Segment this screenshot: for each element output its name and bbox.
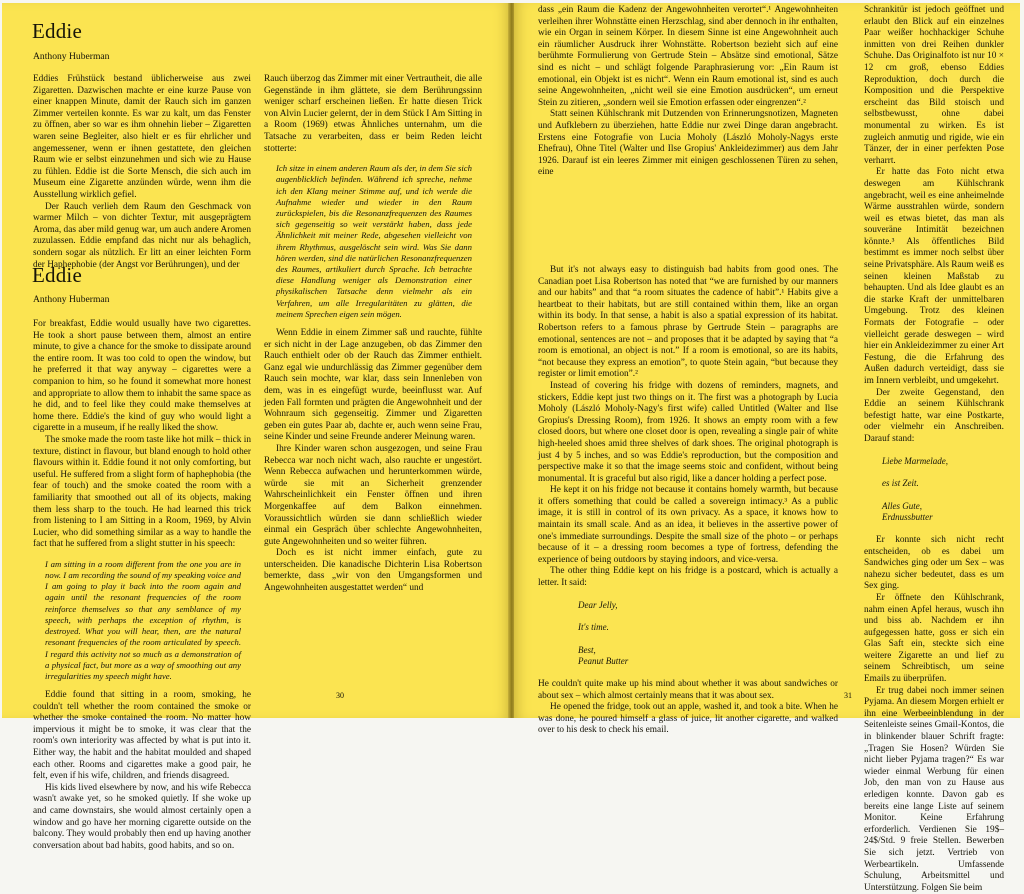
english-column bbox=[538, 265, 838, 737]
german-paragraph: Eddies Frühstück bestand üblicherweise aus zwei Zigaretten. Dazwischen machte er eine kurze Pause von einer knappen Minute, damit der Rauch sich im ganzen Zimmer verteilen konnte. Es war zu kalt, um das Fenster zu öffnen, aber so war es ihm ohnehin lieber – Zigaretten waren seine Begleiter, also hielt er es für ehrlicher und angemessener, wenn er ihnen gestattete, den gleichen Raum wie er selbst einzunehmen und sich wie zu Hause zu fühlen. Eddie ist die Sorte Mensch, die sich auch im Museum eine Zigarette anzünden würde, wenn ihm die Ausstellung wirklich gefiel. bbox=[33, 74, 251, 200]
english-paragraph: He couldn't quite make up his mind about whether it was about sandwiches or about sex – which almost certainly means that it was about sex. bbox=[538, 679, 838, 701]
postcard-line: Dear Jelly, bbox=[578, 599, 618, 610]
german-paragraph: dass „ein Raum die Kadenz der Angewohnheiten verortet“.¹ Angewohnheiten verleihen ihrer Wohnstätte einen Herzschlag, sind aber dennoch in ihr enthalten, wie ein Organ in seinem Körper. In diesem Sinne ist eine Angewohnheit auch ein räumlicher Ausdruck ihrer Wohnstätte. Robertson bezieht sich auf eine berühmte Formulierung von Gertrude Stein – Absätze sind emotional, Sätze sind es nicht – und schlägt folgende Paraphrasierung vor: „Ein Raum ist emotional, ein Objekt ist es nicht“. Wenn ein Raum emotional ist, sind es auch seine Angewohnheiten, „nicht weil sie eine Emotion ausdrücken“, um erneut Stein zu zitieren, „sondern weil sie Emotion erfassen oder eingrenzen“.² bbox=[538, 5, 838, 108]
english-title: Eddie bbox=[32, 263, 82, 287]
english-paragraph: His kids lived elsewhere by now, and his wife Rebecca wasn't awake yet, so he smoked quietly. If she woke up and came downstairs, she would almost certainly open a window and go have her morning cigarette outside on the balcony. They would probably then end up having another conversation about bad habits, good habits, and so on. bbox=[33, 782, 251, 851]
english-paragraph: Instead of covering his fridge with dozens of reminders, magnets, and stickers, Eddie kept just two things on it. The first was a photograph by Lucia Moholy (László Moholy-Nagy's first wife) called Untitled (Walter and Ilse Gropius's Dressing Room), from 1926. It shows an empty room with a few closed doors, but where one closet door is open, revealing a single pair of white high-heeled shoes amid three shelves of dark shoes. The original photograph is just 4 by 5 inches, and so was Eddie's reproduction, but the composition and perspective make it so that the image seems stoic and confident, without being monumental. It is graceful but also rigid, like a dancer holding a perfect pose. bbox=[538, 380, 838, 484]
postcard-line: Best, Peanut Butter bbox=[578, 644, 629, 667]
german-paragraph: Der Rauch verlieh dem Raum den Geschmack von warmer Milch – von dichter Textur, mit ausgeprägtem Aroma, das aber mild genug war, um auch andere Aromen zuzulassen. Eddie empfand das nicht nur als behaglich, sondern sogar als nützlich. Er litt an einer leichten Form der Haphephobie (der Angst vor Berührungen), und der bbox=[33, 201, 251, 270]
german-author: Anthony Huberman bbox=[33, 51, 110, 62]
german-paragraph: Ihre Kinder waren schon ausgezogen, und seine Frau Rebecca war noch nicht wach, also rauchte er ungestört. Wenn Rebecca aufwachen und herunterkommen würde, würde sie mit an Sicherheit grenzender Wahrscheinlichkeit ein Fenster öffnen und ihren Morgenkaffee auf dem Balkon einnehmen. Voraussichtlich würden sie dann schließlich wieder einmal ein Gespräch über schlechte Angewohnheiten, gute Angewohnheiten und so weiter führen. bbox=[264, 443, 482, 547]
german-paragraph: Er konnte sich nicht recht entscheiden, ob es dabei um Sandwiches ging oder um Sex – was nahezu sicher bedeutet, dass es um Sex ging. bbox=[864, 534, 1004, 592]
english-column bbox=[33, 319, 251, 852]
english-paragraph: The smoke made the room taste like hot milk – thick in texture, distinct in flavour, but bland enough to hold other flavours within it. Eddie found it not only comforting, but useful. He suffered from a slight form of haphephobia (the fear of touch) and the smoke coated the room with a familiarity that smoothed out all of its objects, making them less sharp to the touch. He had learned this trick from listening to I am Sitting in a Room, 1969, by Alvin Lucier, who did something similar as a way to handle the fact that he suffered from a slight stutter in his speech: bbox=[33, 434, 251, 550]
english-quote: I am sitting in a room different from the one you are in now. I am recording the sound of my speaking voice and I am going to play it back into the room again and again until the resonant frequencies of the room reinforce themselves so that any semblance of my speech, with perhaps the exception of rhythm, is destroyed. What you will hear, then, are the natural resonant frequencies of the room articulated by speech. I regard this activity not so much as a demonstration of a physical fact, but more as a way of smoothing out any irregularities my speech might have. bbox=[45, 558, 241, 681]
german-column-1 bbox=[33, 74, 251, 271]
left-page bbox=[2, 3, 510, 851]
german-paragraph: Statt seinen Kühlschrank mit Dutzenden von Erinnerungsnotizen, Magneten und Aufklebern zu überziehen, hatte Eddie nur zwei Dinge daran angebracht. Erstens eine Fotografie von Lucia Moholy (László Moholy-Nagys erste Ehefrau), Ohne Titel (Walter und Ilse Gropius' Ankleidezimmer) aus dem Jahr 1926. Darauf ist ein leeres Zimmer mit einigen geschlossenen Türen zu sehen, eine bbox=[538, 109, 838, 178]
german-column-2 bbox=[264, 74, 482, 595]
german-paragraph: Doch es ist nicht immer einfach, gute zu unterscheiden. Die kanadische Dichterin Lisa Robertson bemerkte, dass „wir von den Umgangsformen und Angewohnheiten ausgestattet werden“ und bbox=[264, 548, 482, 594]
english-paragraph: He opened the fridge, took out an apple, washed it, and took a bite. When he was done, he poured himself a glass of juice, lit another cigarette, and walked over to his desk to check his email. bbox=[538, 702, 838, 736]
german-paragraph: Er trug dabei noch immer seinen Pyjama. An diesem Morgen erhielt er ihn eine Werbeeinblendung in der Seitenleiste seines Gmail-Kontos, die in blinkender blauer Schrift fragte: „Tragen Sie Hosen? Würden Sie nicht lieber Pyjama tragen?“ Es war wieder einmal Werbung für einen Job, den man von zu Hause aus erledigen konnte. Davon gab es bereits eine lange Liste auf seinem Monitor. Keine Erfahrung erforderlich. Verdienen Sie 19$–24$/Std. 9 freie Stellen. Bewerben Sie sich jetzt. Vertrieb von Werbeartikeln. Umfassende Schulung, Arbeitsmittel und Unterstützung. Folgen Sie beim bbox=[864, 685, 1004, 893]
german-column-2 bbox=[864, 5, 1004, 894]
postcard-line: Alles Gute, Erdnussbutter bbox=[882, 500, 933, 523]
right-page bbox=[514, 3, 1020, 893]
german-paragraph: Rauch überzog das Zimmer mit einer Vertrautheit, die alle Gegenstände in ihm glättete, sie dem Berührungssinn weniger scharf erscheinen ließen. Er hatte diesen Trick von Alvin Lucier gelernt, der in dem Stück I Am Sitting in a Room (1969) etwas Ähnliches unternahm, um die Tatsache zu verarbeiten, dass er beim Reden leicht stotterte: bbox=[264, 74, 482, 154]
postcard-line: es ist Zeit. bbox=[882, 478, 919, 489]
german-paragraph: Schrankitür ist jedoch geöffnet und erlaubt den Blick auf ein einzelnes Paar weißer hochhackiger Schuhe inmitten von drei Reihen dunkler Schuhe. Das Originalfoto ist nur 10 × 12 cm groß, ebenso Eddies Reproduktion, doch durch die Komposition und die Perspektive erscheint das Bild stoisch und selbstbewusst, ohne dabei monumental zu wirken. Es ist zugleich anmutig und rigide, wie ein Tänzer, der in einer perfekten Pose verharrt. bbox=[864, 5, 1004, 166]
postcard-line: It's time. bbox=[578, 622, 609, 633]
english-paragraph: He kept it on his fridge not because it contains homely warmth, but because it offers something that could be called a sovereign intimacy.³ As a public image, it is still in control of its own privacy. As a space, it knows how to maintain its small scale. And as an idea, it believes in the assertive power of one's immediate surroundings. Despite the small size of the photo – or perhaps because of it – a dressing room becomes a type of fortress, defending the experience of being outdoors by staying indoors, and vice-versa. bbox=[538, 485, 838, 565]
english-paragraph: But it's not always easy to distinguish bad habits from good ones. The Canadian poet Lisa Robertson has noted that “we are furnished by our manners and our habits” and that “a room situates the cadence of habit”.¹ Habits give a heartbeat to their habitats, but are still contained within them, like an organ within its body. In that sense, a habit is also a spatial expression of its habitat. Robertson refers to a famous phrase by Gertrude Stein – paragraphs are emotional, sentences are not – and proposes that it be adapted by saying that “a room is emotional, an object is not.” If a room is emotional, so are its habits, “not because they express an emotion”, to quote Stein again, “but because they register or limit emotion”.² bbox=[538, 265, 838, 380]
english-paragraph: The other thing Eddie kept on his fridge is a postcard, which is actually a letter. It said: bbox=[538, 566, 838, 589]
german-paragraph: Der zweite Gegenstand, den Eddie an seinem Kühlschrank befestigt hatte, war eine Postkarte, oder vielmehr ein Anschreiben. Darauf stand: bbox=[864, 387, 1004, 444]
english-paragraph: Eddie found that sitting in a room, smoking, he couldn't tell whether the room contained the smoke or whether the smoke contained the room. No matter how impervious it might be to smoke, it was clear that the room's own interiority was affected by what is put into it. Either way, the habit and the habitat moulded and shaped each other. Rooms and cigarettes make a good pair, he felt, even if his wife, children, and friends disagreed. bbox=[33, 690, 251, 782]
german-paragraph: Wenn Eddie in einem Zimmer saß und rauchte, fühlte er sich nicht in der Lage anzugeben, ob das Zimmer den Rauch enthielt oder ob der Rauch das Zimmer enthielt. Ganz egal wie undurchlässig das Zimmer gegenüber dem Rauch sein mochte, war klar, dass sein Innenleben von dem, was in es eingefügt wurde, beeinflusst war. Auf jeden Fall formten und prägten die Angewohnheit und der Wohnraum sich gegenseitig. Zimmer und Zigaretten geben ein gutes Paar ab, dachte er, auch wenn seine Frau, seine Kinder und seine Freunde anderer Meinung waren. bbox=[264, 328, 482, 443]
postcard-line: Liebe Marmelade, bbox=[882, 455, 948, 466]
german-paragraph: Er hatte das Foto nicht etwa deswegen am Kühlschrank angebracht, weil es eine anheimelnde Wärme ausstrahlen würde, sondern weil es etwas bietet, das man als souveräne Intimität bezeichnen könnte.³ Als öffentliches Bild bestimmt es immer noch selbst über seine Privatsphäre. Als Raum weiß es seinen kleinen Maßstab zu behaupten. Und als Idee glaubt es an die starke Kraft der unmittelbaren Umgebung. Trotz des kleinen Formats der Fotografie – oder vielleicht gerade deswegen – wird hier ein Ankleidezimmer zu einer Art Festung, die die Erfahrung des Außen dadurch verteidigt, dass sie im Innern verbleibt, und umgekehrt. bbox=[864, 167, 1004, 386]
german-column-1 bbox=[538, 5, 838, 179]
english-paragraph: For breakfast, Eddie would usually have two cigarettes. He took a short pause between them, almost an entire minute, to give a chance for the smoke to dissipate around the entire room. It was too cold to open the window, but he preferred it that way anyway – cigarettes were a companion to him, so he found it somewhat more honest and appropriate to allow them to inhabit the same space as he did, and to feel like they could make themselves at home there. Eddie's the kind of guy who would light a cigarette in a museum, if he really liked the show. bbox=[33, 319, 251, 434]
page-number: 30 bbox=[336, 691, 344, 700]
german-quote: Ich sitze in einem anderen Raum als der, in dem Sie sich augenblicklich befinden. Während ich spreche, nehme ich den Klang meiner Stimme auf, und ich werde die Aufnahme wieder und wieder in den Raum zurückspielen, bis die Resonanzfrequenzen des Raumes sich gegenseitig so weit verstärkt haben, dass jede Ähnlichkeit mit meiner Rede, abgesehen vielleicht von ihrem Rhythmus, ausgelöscht sein wird. Was Sie dann hören werden, sind die natürlichen Resonanzfrequenzen des Raumes, artikuliert durch Sprache. Ich betrachte diese Handlung weniger als Demonstration einer physikalischen Tatsache denn vielmehr als ein Verfahren, um alle Irregularitäten zu glätten, die meinem Sprechen eigen sein mögen. bbox=[276, 163, 472, 319]
german-title: Eddie bbox=[32, 19, 82, 43]
german-postcard bbox=[882, 456, 1004, 524]
english-postcard bbox=[578, 600, 838, 668]
page-number: 31 bbox=[844, 691, 852, 700]
german-paragraph: Er öffnete den Kühlschrank, nahm einen Apfel heraus, wusch ihn und biss ab. Nachdem er ihn aufgegessen hatte, goss er sich ein Glas Saft ein, steckte sich eine weitere Zigarette an und lief zu seinem Schreibtisch, um seine Emails zu überprüfen. bbox=[864, 592, 1004, 685]
english-author: Anthony Huberman bbox=[33, 294, 110, 305]
